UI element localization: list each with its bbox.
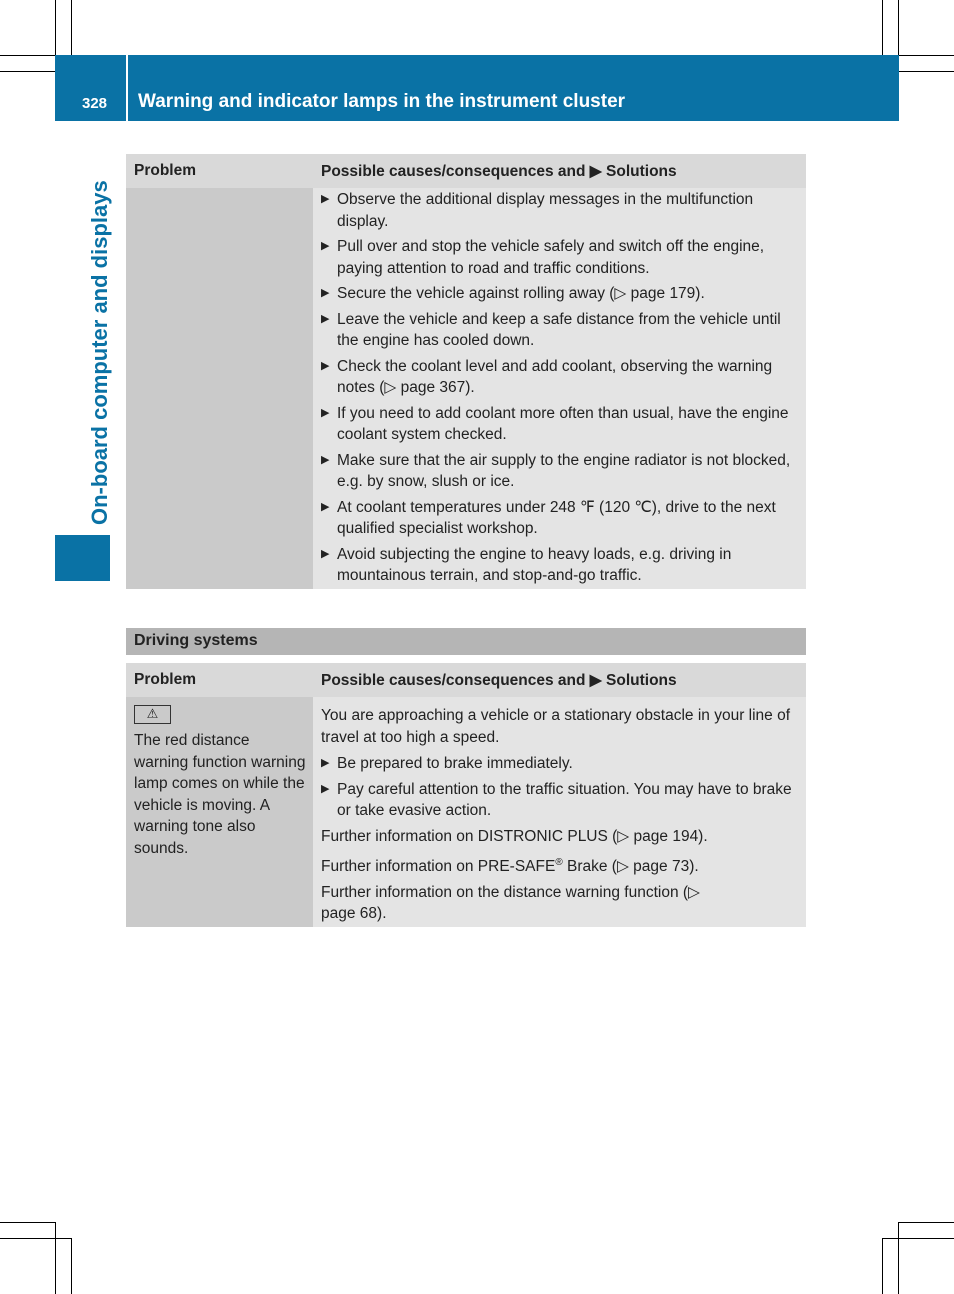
- header-causes-label: Possible causes/consequences and: [321, 672, 586, 689]
- list-item: ▶ Be prepared to brake immediately.: [321, 753, 800, 775]
- distance-warning-lamp-icon: ⚠: [134, 705, 171, 724]
- arrow-icon: ▶: [321, 547, 330, 560]
- solutions-cell: [313, 188, 806, 589]
- arrow-icon: ▶: [321, 406, 330, 419]
- chapter-side-label: On-board computer and displays: [87, 180, 112, 525]
- arrow-icon: ▶: [321, 193, 330, 205]
- list-item: ▶ At coolant temperatures under 248 ℉ (120 ℃), drive to the next qualified specialist workshop.: [321, 497, 800, 540]
- crop-mark: [898, 0, 899, 55]
- play-arrow-icon: ▶: [589, 163, 607, 180]
- list-item: ▶ Secure the vehicle against rolling away (▷ page 179).: [321, 283, 800, 305]
- info-presafe: Further information on PRE-SAFE® Brake (▷ page 73).: [321, 857, 699, 876]
- header-causes: [313, 154, 806, 188]
- arrow-icon: ▶: [321, 312, 330, 325]
- intro-text: You are approaching a vehicle or a stationary obstacle in your line of travel at too high a speed.: [321, 707, 791, 746]
- table-row: [126, 188, 806, 589]
- list-item: ▶ Make sure that the air supply to the engine radiator is not blocked, e.g. by snow, slush or ice.: [321, 450, 800, 493]
- table-header-row: [126, 663, 806, 697]
- crop-mark: [882, 1238, 954, 1239]
- distance-warning-table: [126, 663, 806, 927]
- list-item: ▶ Pull over and stop the vehicle safely and switch off the engine, paying attention to road and traffic conditions.: [321, 236, 800, 279]
- arrow-icon: ▶: [321, 757, 330, 769]
- coolant-table: [126, 154, 806, 589]
- list-item: ▶ If you need to add coolant more often than usual, have the engine coolant system checked.: [321, 403, 800, 446]
- page-title: Warning and indicator lamps in the instrument cluster: [138, 91, 626, 112]
- crop-mark: [0, 71, 55, 72]
- list-item: ▶ Pay careful attention to the traffic situation. You may have to brake or take evasive action.: [321, 779, 800, 822]
- crop-mark: [882, 0, 883, 55]
- arrow-icon: ▶: [321, 782, 330, 795]
- list-item: ▶ Leave the vehicle and keep a safe distance from the vehicle until the engine has cooled down.: [321, 309, 800, 352]
- header-problem: Problem: [126, 154, 313, 188]
- crop-mark: [0, 1238, 71, 1239]
- info-distronic: Further information on DISTRONIC PLUS (▷ page 194).: [321, 827, 708, 845]
- header-solutions-label: Solutions: [606, 163, 677, 180]
- header-solutions-label: Solutions: [606, 672, 677, 689]
- list-item: ▶ Observe the additional display messages in the multifunction display.: [321, 189, 800, 232]
- crop-mark: [55, 0, 56, 55]
- problem-cell: [126, 697, 313, 927]
- crop-mark: [899, 1222, 954, 1223]
- problem-cell: [126, 188, 313, 589]
- chapter-tab: [55, 535, 110, 581]
- play-arrow-icon: ▶: [589, 672, 607, 689]
- problem-description: The red distance warning function warning lamp comes on while the vehicle is moving. A warning tone also sounds.: [134, 732, 306, 857]
- list-item: ▶ Avoid subjecting the engine to heavy loads, e.g. driving in mountainous terrain, and stop-and-go traffic.: [321, 544, 800, 587]
- info-distance-warning: Further information on the distance warning function (▷ page 68).: [321, 883, 700, 923]
- table-row: [126, 697, 806, 927]
- crop-mark: [882, 1238, 883, 1294]
- crop-mark: [899, 71, 954, 72]
- crop-mark: [0, 55, 55, 56]
- arrow-icon: ▶: [321, 453, 330, 466]
- list-item: ▶ Check the coolant level and add coolant, observing the warning notes (▷ page 367).: [321, 356, 800, 399]
- crop-mark: [899, 55, 954, 56]
- table-header-row: [126, 154, 806, 188]
- header-problem: Problem: [126, 663, 313, 697]
- crop-mark: [71, 1238, 72, 1294]
- header-divider: [126, 55, 128, 121]
- arrow-icon: ▶: [321, 287, 330, 299]
- crop-mark: [898, 1222, 899, 1294]
- crop-mark: [55, 1222, 56, 1294]
- header-causes: [313, 663, 806, 697]
- arrow-icon: ▶: [321, 359, 330, 372]
- section-heading: Driving systems: [126, 628, 806, 655]
- header-causes-label: Possible causes/consequences and: [321, 163, 586, 180]
- arrow-icon: ▶: [321, 240, 330, 252]
- arrow-icon: ▶: [321, 500, 330, 513]
- solutions-cell: [313, 697, 806, 927]
- crop-mark: [71, 0, 72, 55]
- page-number: 328: [82, 95, 108, 112]
- crop-mark: [0, 1222, 55, 1223]
- page-header: [55, 55, 899, 121]
